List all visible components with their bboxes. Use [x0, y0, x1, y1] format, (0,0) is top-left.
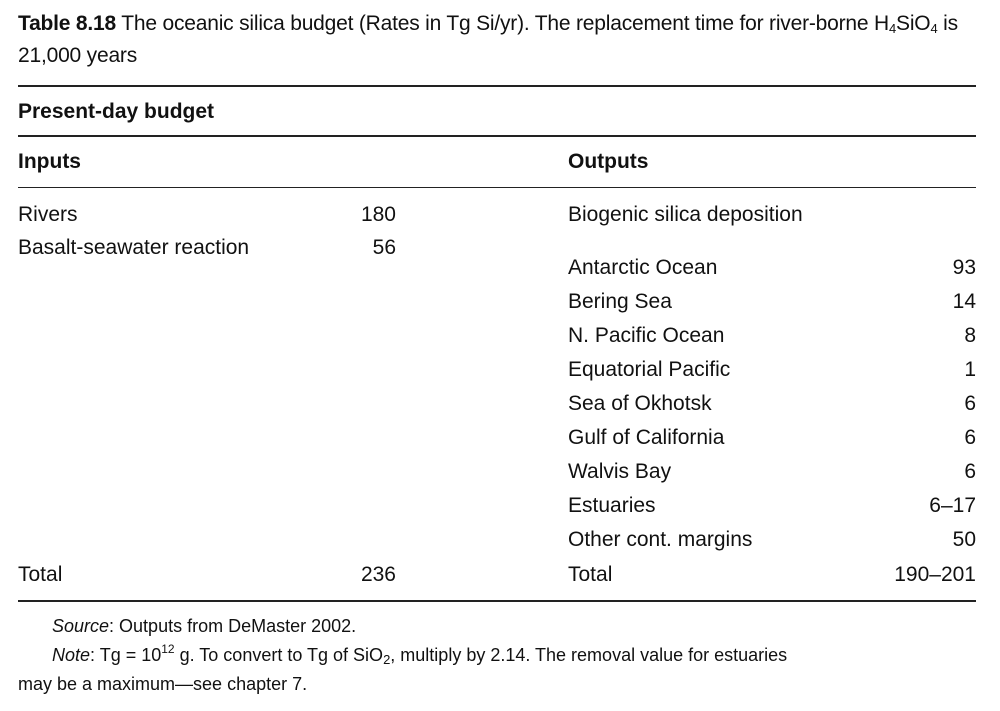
output-value: 6 [964, 426, 976, 449]
output-value: 50 [952, 528, 976, 551]
bottom-rule [18, 600, 976, 602]
note-line-1 [18, 641, 978, 670]
note-text-part-2: g. To convert to Tg of SiO [174, 645, 384, 665]
note-text-part-3: , multiply by 2.14. The removal value for estuaries [390, 645, 788, 665]
note-subscript: 2 [383, 652, 391, 667]
note-line-2: may be a maximum—see chapter 7. [18, 674, 308, 694]
note-superscript: 12 [161, 642, 175, 656]
table-notes [18, 612, 978, 699]
output-value: 14 [952, 290, 976, 313]
output-value: 93 [952, 256, 976, 279]
output-value: 6 [964, 460, 976, 483]
header-rule [18, 187, 976, 188]
source-text: : Outputs from DeMaster 2002. [109, 616, 357, 636]
source-label: Source [52, 616, 110, 636]
input-label: Basalt-seawater reaction [18, 236, 250, 259]
output-label: Sea of Okhotsk [568, 392, 712, 415]
inputs-total-label: Total [18, 563, 63, 586]
outputs-total-value: 190–201 [894, 563, 976, 586]
outputs-total-label: Total [568, 563, 613, 586]
outputs-group-label: Biogenic silica deposition [568, 203, 803, 226]
input-value: 56 [372, 236, 396, 259]
output-value: 6–17 [929, 494, 976, 517]
caption-text-part-2: SiO [896, 12, 931, 35]
output-label: Estuaries [568, 494, 656, 517]
inputs-total-value: 236 [360, 563, 396, 586]
output-value: 6 [964, 392, 976, 415]
output-label: Other cont. margins [568, 528, 753, 551]
top-rule [18, 85, 976, 87]
caption-subscript-2: 4 [930, 21, 938, 36]
output-value: 8 [964, 324, 976, 347]
caption-text-part-3: is 21,000 years [18, 12, 958, 67]
output-label: N. Pacific Ocean [568, 324, 725, 347]
inputs-header: Inputs [18, 150, 81, 173]
output-label: Gulf of California [568, 426, 725, 449]
output-label: Walvis Bay [568, 460, 672, 483]
input-value: 180 [360, 203, 396, 226]
section-rule [18, 135, 976, 137]
outputs-header: Outputs [568, 150, 649, 173]
section-header: Present-day budget [18, 100, 215, 123]
note-text-part-1: : Tg = 10 [90, 645, 162, 665]
output-value: 1 [964, 358, 976, 381]
caption-text-part-1: The oceanic silica budget (Rates in Tg Si/yr). The replacement time for river-borne H [121, 12, 889, 35]
output-label: Equatorial Pacific [568, 358, 731, 381]
output-label: Antarctic Ocean [568, 256, 718, 279]
caption-subscript-1: 4 [889, 21, 897, 36]
table-number: Table 8.18 [18, 12, 116, 35]
output-label: Bering Sea [568, 290, 672, 313]
note-label: Note [52, 645, 91, 665]
input-label: Rivers [18, 203, 78, 226]
table-caption [18, 8, 978, 72]
source-note [18, 612, 978, 641]
